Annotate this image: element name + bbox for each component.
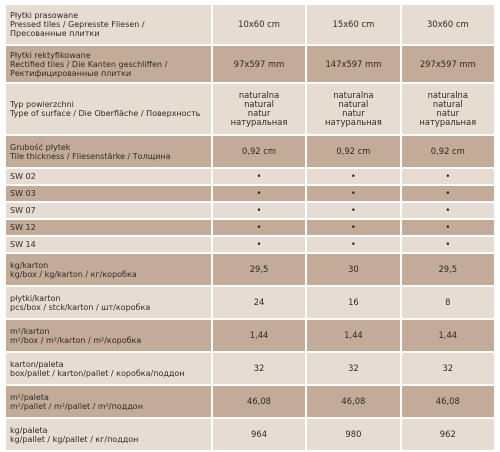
row-label-line: kg/pallet / kg/pallet / кг/поддон: [10, 434, 139, 444]
value-cell: [213, 5, 305, 44]
row-label: [6, 186, 211, 201]
value-cell: [402, 237, 494, 252]
value-cell: [213, 386, 305, 417]
value-cell: [402, 254, 494, 285]
value-cell: [213, 353, 305, 384]
value-text: •: [445, 188, 451, 198]
row-label: [6, 386, 211, 417]
row-label: [6, 320, 211, 351]
spec-row: [6, 5, 494, 44]
row-label-line: kg/paleta: [10, 425, 48, 435]
row-label-line: Rectified tiles / Die Kanten geschliffen /: [10, 59, 168, 69]
value-cell: [213, 287, 305, 318]
row-label-line: kg/box / kg/karton / кг/коробка: [10, 269, 137, 279]
value-cell: [307, 320, 399, 351]
value-cell: [402, 203, 494, 218]
row-label-line: Grubość płytek: [10, 142, 71, 152]
spec-row: [6, 237, 494, 252]
value-text: 29,5: [438, 264, 458, 274]
value-cell: [213, 254, 305, 285]
value-text: •: [256, 188, 262, 198]
spec-row: [6, 386, 494, 417]
value-cell: [307, 254, 399, 285]
value-text: •: [350, 188, 356, 198]
value-text: натуральная: [419, 117, 477, 127]
row-label-line: karton/paleta: [10, 359, 64, 369]
row-label-line: Pressed tiles / Gepresste Fliesen /: [10, 20, 145, 29]
row-label: [6, 136, 211, 167]
value-text: natural: [244, 99, 274, 109]
value-text: natur: [247, 108, 271, 118]
row-label: [6, 203, 211, 218]
value-text: 0,92 cm: [241, 146, 277, 156]
spec-row: [6, 353, 494, 384]
value-cell: [307, 220, 399, 235]
value-text: •: [445, 171, 451, 181]
value-text: natur: [342, 108, 365, 118]
value-text: 1,44: [249, 330, 269, 340]
value-text: 0,92 cm: [336, 146, 371, 156]
value-text: •: [350, 171, 356, 181]
value-text: натуральная: [324, 117, 382, 127]
row-label-line: m²/karton: [10, 326, 50, 336]
row-label-line: box/pallet / karton/pallet / коробка/поддон: [10, 368, 185, 378]
value-text: 46,08: [435, 396, 460, 406]
row-label-line: Typ powierzchni: [10, 100, 74, 109]
value-text: 964: [251, 429, 268, 439]
value-cell: [402, 84, 494, 134]
value-text: 0,92 cm: [430, 146, 465, 156]
value-cell: [213, 237, 305, 252]
row-label: [6, 353, 211, 384]
value-text: 980: [345, 429, 362, 439]
row-label: [6, 220, 211, 235]
row-label-line: kg/karton: [10, 260, 49, 270]
value-text: 46,08: [341, 396, 366, 406]
spec-row: [6, 287, 494, 318]
value-text: •: [445, 239, 451, 249]
spec-row: [6, 136, 494, 167]
value-text: naturalna: [333, 90, 374, 100]
value-text: 32: [253, 363, 265, 373]
spec-row: [6, 254, 494, 285]
value-cell: [307, 419, 399, 450]
value-cell: [307, 186, 399, 201]
value-text: 16: [348, 297, 359, 307]
value-text: 24: [253, 297, 265, 307]
value-cell: [307, 5, 399, 44]
value-text: •: [256, 239, 262, 249]
value-text: naturalna: [427, 90, 468, 100]
row-label-line: SW 02: [10, 172, 36, 181]
row-label: [6, 287, 211, 318]
value-text: 15x60 cm: [332, 19, 375, 29]
value-cell: [402, 5, 494, 44]
value-cell: [402, 353, 494, 384]
row-label: [6, 169, 211, 184]
value-cell: [402, 136, 494, 167]
row-label-line: m²/paleta: [10, 392, 49, 402]
value-text: 962: [439, 429, 456, 439]
spec-row: [6, 220, 494, 235]
value-cell: [402, 386, 494, 417]
value-cell: [307, 287, 399, 318]
value-cell: [307, 386, 399, 417]
value-text: 1,44: [438, 330, 458, 340]
value-cell: [402, 169, 494, 184]
value-text: •: [256, 171, 262, 181]
value-cell: [402, 287, 494, 318]
row-label-line: Płytki rektyfikowane: [10, 50, 91, 60]
tile-specification-table: [4, 3, 496, 452]
value-text: 10x60 cm: [238, 19, 280, 29]
value-text: 97x597 mm: [233, 58, 285, 69]
row-label-line: m²/pallet / m²/pallet / m²/поддон: [10, 401, 143, 411]
value-text: 32: [442, 363, 454, 373]
row-label-line: płytki/karton: [10, 293, 61, 303]
spec-row: [6, 186, 494, 201]
value-cell: [213, 136, 305, 167]
value-text: 30x60 cm: [426, 19, 469, 29]
spec-row: [6, 320, 494, 351]
row-label: [6, 84, 211, 134]
value-cell: [213, 169, 305, 184]
value-text: натуральная: [230, 117, 288, 127]
row-label-line: SW 14: [10, 240, 36, 249]
row-label-line: pcs/box / stck/karton / шт/коробка: [10, 302, 151, 312]
value-cell: [213, 186, 305, 201]
value-cell: [307, 136, 399, 167]
value-cell: [307, 237, 399, 252]
value-cell: [213, 220, 305, 235]
row-label-line: Ректифицированные плитки: [10, 68, 132, 78]
spec-row: [6, 203, 494, 218]
row-label-line: SW 03: [10, 189, 36, 198]
value-text: natur: [436, 108, 460, 118]
row-label: [6, 46, 211, 82]
row-label: [6, 5, 211, 44]
row-label-line: Płytki prasowane: [10, 11, 79, 20]
value-text: natural: [338, 99, 369, 109]
value-cell: [213, 46, 305, 82]
row-label-line: Type of surface / Die Oberfläche / Поверхность: [10, 109, 201, 118]
value-text: •: [445, 205, 451, 215]
row-label: [6, 419, 211, 450]
value-cell: [307, 353, 399, 384]
value-text: •: [256, 205, 262, 215]
value-cell: [402, 320, 494, 351]
value-cell: [402, 419, 494, 450]
row-label-line: SW 07: [10, 206, 36, 215]
value-text: 297x597 mm: [419, 58, 476, 69]
value-text: natural: [432, 99, 463, 109]
value-text: 30: [348, 264, 359, 274]
value-text: 32: [348, 363, 359, 373]
value-text: •: [350, 222, 356, 232]
value-text: 8: [445, 297, 451, 307]
value-cell: [307, 169, 399, 184]
value-text: 46,08: [247, 396, 272, 406]
spec-row: [6, 169, 494, 184]
value-cell: [213, 84, 305, 134]
value-cell: [402, 46, 494, 82]
spec-row: [6, 419, 494, 450]
value-cell: [307, 84, 399, 134]
value-text: naturalna: [238, 90, 280, 100]
value-text: 1,44: [344, 330, 363, 340]
spec-rows: [6, 5, 494, 450]
value-text: •: [350, 205, 356, 215]
value-cell: [307, 46, 399, 82]
row-label-line: Tile thickness / Fliesenstärke / Толщина: [10, 151, 171, 161]
row-label: [6, 254, 211, 285]
value-cell: [213, 320, 305, 351]
value-cell: [402, 220, 494, 235]
value-cell: [307, 203, 399, 218]
row-label-line: SW 12: [10, 223, 36, 232]
value-text: •: [256, 222, 262, 232]
spec-row: [6, 84, 494, 134]
spec-row: [6, 46, 494, 82]
value-text: 29,5: [249, 264, 269, 274]
value-text: •: [350, 239, 356, 249]
value-cell: [213, 203, 305, 218]
value-text: •: [445, 222, 451, 232]
row-label: [6, 237, 211, 252]
value-cell: [213, 419, 305, 450]
value-cell: [402, 186, 494, 201]
value-text: 147x597 mm: [325, 58, 382, 69]
row-label-line: Пресованные плитки: [10, 29, 100, 38]
row-label-line: m²/box / m²/karton / m²/коробка: [10, 335, 142, 345]
